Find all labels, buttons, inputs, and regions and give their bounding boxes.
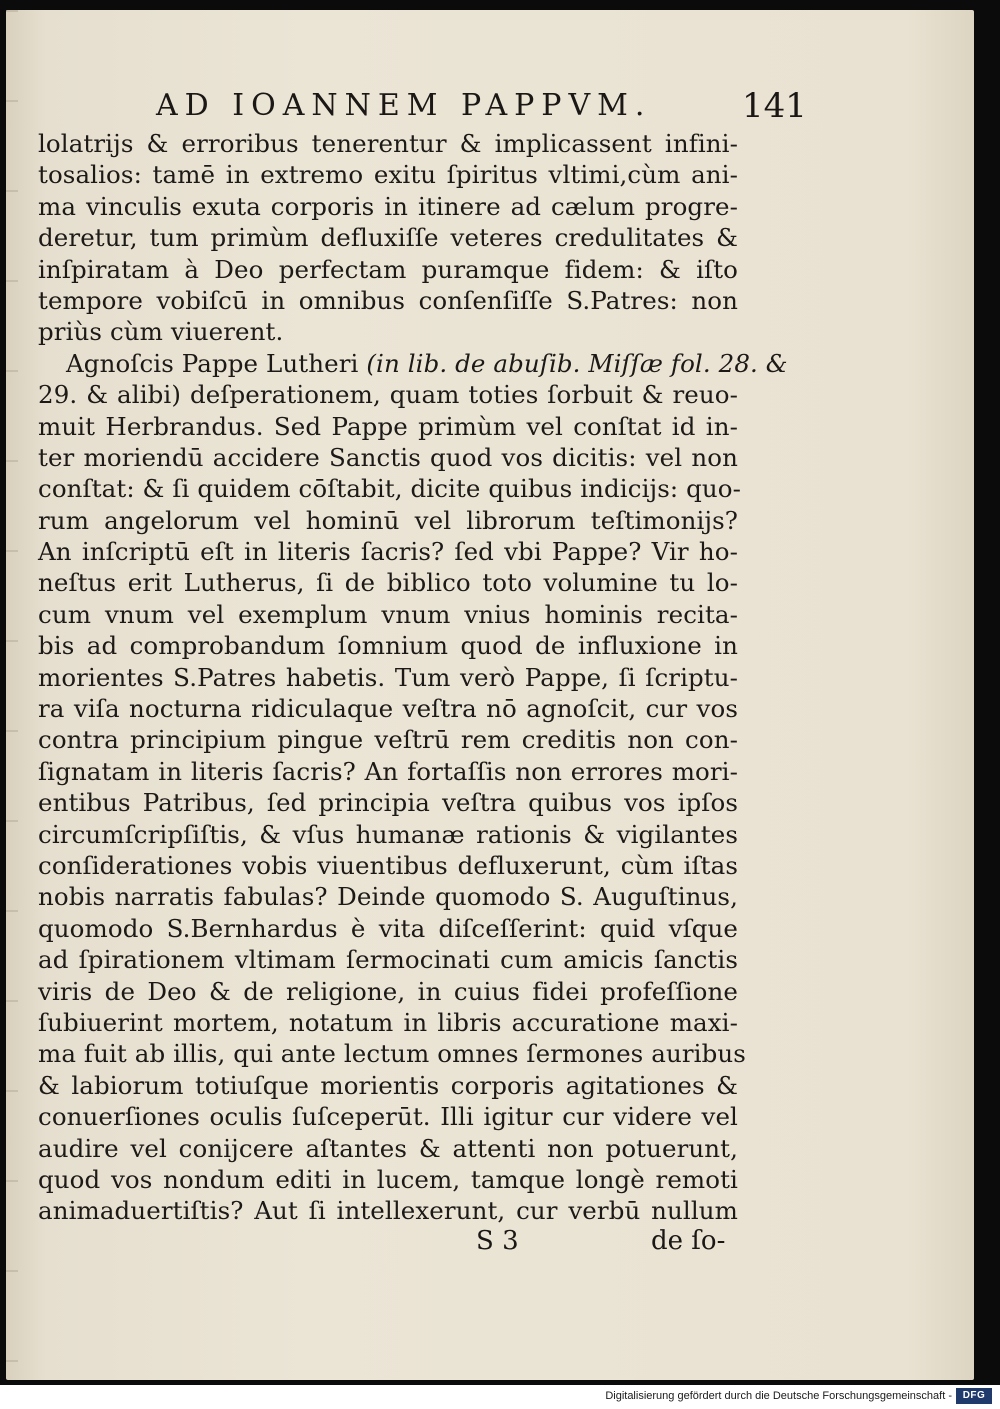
text-line: priùs cùm viuerent.	[38, 317, 284, 347]
text-line: circumſcripſiſtis, & vſus humanæ rationis & vigilantes	[38, 819, 738, 849]
text-line: morientes S.Patres habetis. Tum verò Pappe, ſi ſcriptu-	[38, 662, 738, 692]
paragraph-start: Agnoſcis Pappe Lutheri	[66, 348, 367, 378]
text-line: cum vnum vel exemplum vnum vnius hominis recita-	[38, 599, 738, 629]
text-line: conſiderationes vobis viuentibus defluxerunt, cùm iſtas	[38, 850, 738, 880]
text-line: ſubiuerint mortem, notatum in libris accuratione maxi-	[38, 1007, 738, 1037]
text-line: contra principium pingue veſtrū rem creditis non con-	[38, 725, 738, 755]
text-line: nobis narratis fabulas? Deinde quomodo S. Auguſtinus,	[38, 882, 738, 912]
text-line: neſtus erit Lutherus, ſi de biblico toto volumine tu lo-	[38, 568, 738, 598]
text-line: inſpiratam à Deo perfectam puramque fidem: & iſto	[38, 254, 738, 284]
book-page	[6, 10, 974, 1380]
text-line: entibus Patribus, ſed principia veſtra quibus vos ipſos	[38, 788, 738, 818]
signature-mark: S 3	[476, 1226, 519, 1256]
footer-bar	[0, 1385, 1000, 1409]
text-line: quomodo S.Bernhardus è vita diſceſſerint: quid vſque	[38, 913, 738, 943]
text-line: ad ſpirationem vltimam ſermocinati cum amicis ſanctis	[38, 945, 738, 975]
citation: (in lib. de abuſib. Miſſæ fol. 28. &	[366, 348, 788, 378]
text-line: ra viſa nocturna ridiculaque veſtra nō agnoſcit, cur vos	[38, 694, 738, 724]
text-line: audire vel conijcere aſtantes & attenti non potuerunt,	[38, 1133, 738, 1163]
dfg-logo: DFG	[956, 1388, 992, 1404]
text-line: tosalios: tamē in extremo exitu ſpiritus vltimi,cùm ani-	[38, 160, 738, 190]
text-line: ter moriendū accidere Sanctis quod vos dicitis: vel non	[38, 442, 738, 472]
text-line: deretur, tum primùm defluxiſſe veteres credulitates &	[38, 223, 738, 253]
funding-credit: Digitalisierung gefördert durch die Deutsche Forschungsgemeinschaft -	[605, 1390, 952, 1402]
text-line: lolatrijs & erroribus tenerentur & implicassent infini-	[38, 129, 738, 158]
text-line: muit Herbrandus. Sed Pappe primùm vel conſtat id in-	[38, 411, 738, 441]
text-line: An inſcriptū eſt in literis ſacris? ſed vbi Pappe? Vir ho-	[38, 537, 738, 567]
text-line: ſignatam in literis ſacris? An fortaſſis non errores mori-	[38, 756, 738, 786]
text-line: bis ad comprobandum ſomnium quod de influxione in	[38, 631, 738, 661]
text-line: ma fuit ab illis, qui ante lectum omnes ſermones auribus	[38, 1039, 746, 1069]
binding-edge	[6, 10, 18, 1380]
text-line-with-citation	[38, 348, 788, 379]
text-line: ma vinculis exuta corporis in itinere ad cælum progre-	[38, 191, 738, 221]
text-line: tempore vobiſcū in omnibus conſenſiſſe S.Patres: non	[38, 285, 738, 315]
text-line: viris de Deo & de religione, in cuius fidei profeſſione	[38, 976, 738, 1006]
text-line: rum angelorum vel hominū vel librorum teſtimonijs?	[38, 505, 738, 535]
text-line: 29. & alibi) deſperationem, quam toties ſorbuit & reuo-	[38, 380, 738, 410]
text-line: & labiorum totiuſque morientis corporis agitationes &	[38, 1070, 738, 1100]
body-text	[38, 128, 788, 1227]
text-line: quod vos nondum editi in lucem, tamque longè remoti	[38, 1164, 738, 1194]
running-head: AD IOANNEM PAPPVM.	[156, 88, 652, 123]
text-line: animaduertiſtis? Aut ſi intellexerunt, cur verbū nullum	[38, 1196, 738, 1226]
page-number: 141	[742, 86, 807, 126]
text-line: conuerſiones oculis ſuſceperūt. Illi igitur cur videre vel	[38, 1102, 738, 1132]
catchword: de ſo-	[651, 1226, 726, 1256]
text-line: conſtat: & ſi quidem cōſtabit, dicite quibus indicijs: quo-	[38, 474, 742, 504]
